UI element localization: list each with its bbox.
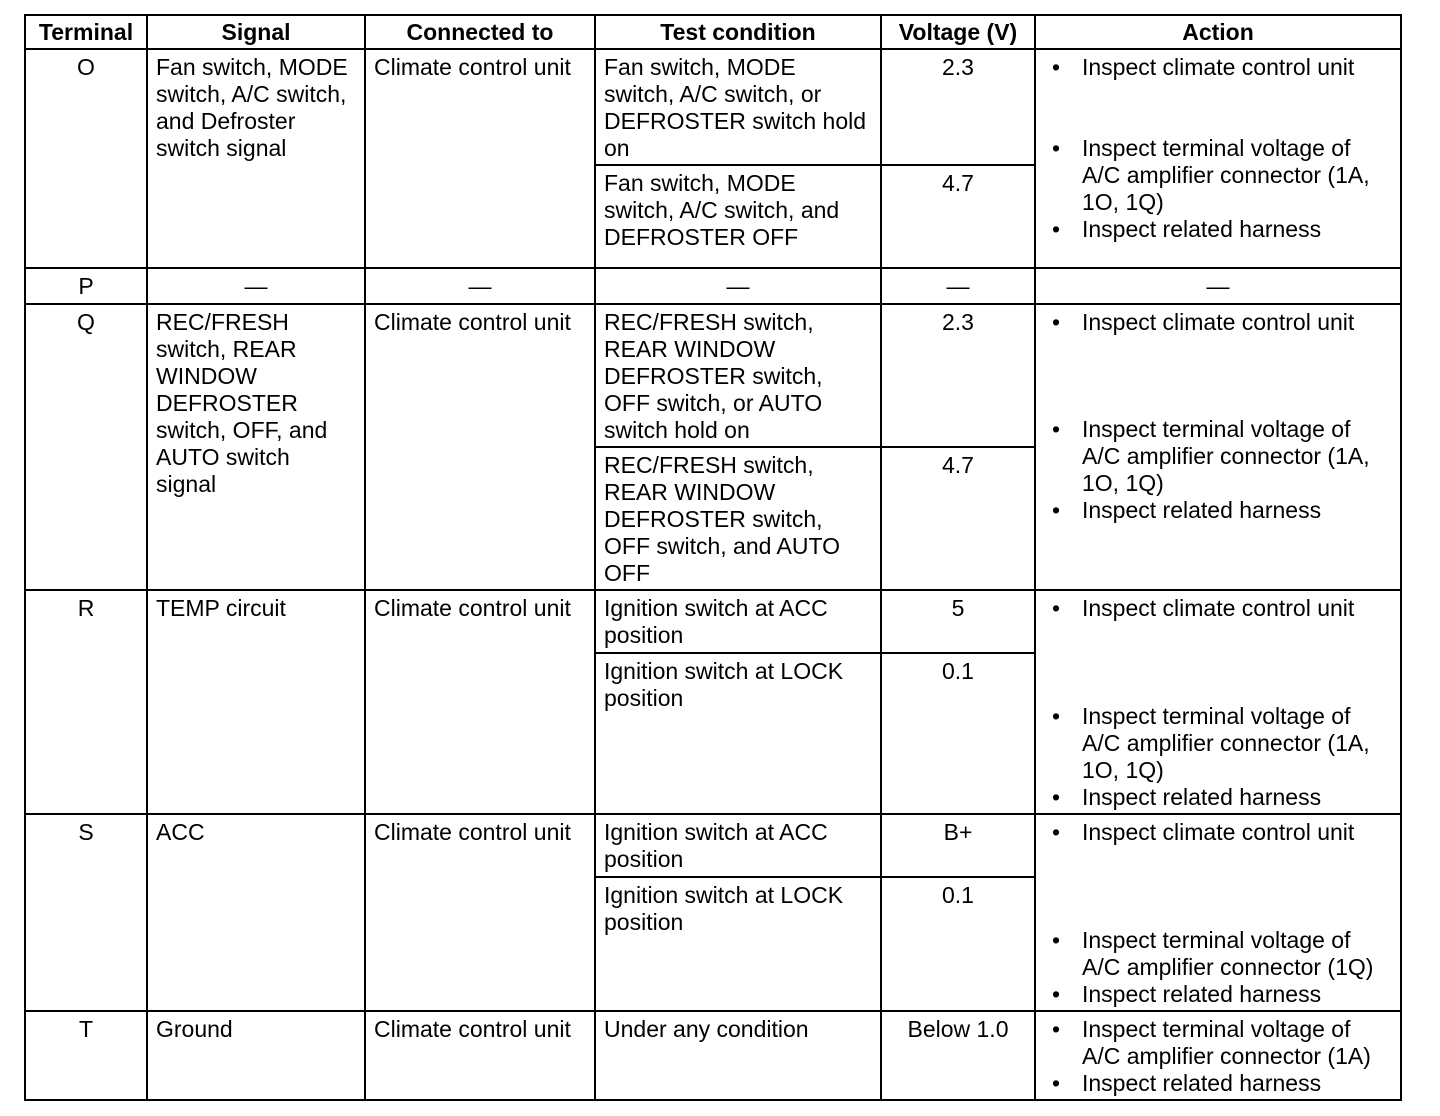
connected-to-cell: Climate control unit	[365, 590, 595, 814]
action-list	[1044, 54, 1392, 243]
test-condition-cell: Ignition switch at LOCK position	[595, 653, 881, 814]
table-row-t	[25, 1011, 1401, 1100]
test-condition-cell: Ignition switch at LOCK position	[595, 877, 881, 1011]
voltage-cell: 5	[881, 590, 1035, 653]
action-item: • Inspect climate control unit	[1044, 54, 1392, 81]
action-item: • Inspect related harness	[1044, 981, 1392, 1008]
voltage-cell: B+	[881, 814, 1035, 877]
action-item: • Inspect terminal voltage of A/C amplifier connector (1A)	[1044, 1016, 1392, 1070]
signal-cell: Fan switch, MODE switch, A/C switch, and Defroster switch signal	[147, 49, 365, 268]
terminal-cell: S	[25, 814, 147, 1011]
signal-cell: Ground	[147, 1011, 365, 1100]
test-condition-cell: Under any condition	[595, 1011, 881, 1100]
table-row-o	[25, 49, 1401, 165]
connected-to-cell: —	[365, 268, 595, 304]
action-list	[1044, 595, 1392, 811]
action-item: • Inspect related harness	[1044, 216, 1392, 243]
signal-cell: ACC	[147, 814, 365, 1011]
signal-cell: TEMP circuit	[147, 590, 365, 814]
header-test-condition: Test condition	[595, 15, 881, 49]
header-row	[25, 15, 1401, 49]
header-action: Action	[1035, 15, 1401, 49]
table-row-p	[25, 268, 1401, 304]
terminal-cell: P	[25, 268, 147, 304]
test-condition-cell: Fan switch, MODE switch, A/C switch, or DEFROSTER switch hold on	[595, 49, 881, 165]
action-cell	[1035, 590, 1401, 814]
voltage-cell: 0.1	[881, 653, 1035, 814]
header-voltage: Voltage (V)	[881, 15, 1035, 49]
connected-to-cell: Climate control unit	[365, 1011, 595, 1100]
voltage-cell: 2.3	[881, 304, 1035, 447]
test-condition-cell: Fan switch, MODE switch, A/C switch, and DEFROSTER OFF	[595, 165, 881, 268]
action-item: • Inspect terminal voltage of A/C amplifier connector (1A, 1O, 1Q)	[1044, 416, 1392, 497]
test-condition-cell: REC/FRESH switch, REAR WINDOW DEFROSTER switch, OFF switch, or AUTO switch hold on	[595, 304, 881, 447]
voltage-cell: 4.7	[881, 447, 1035, 590]
terminal-cell: Q	[25, 304, 147, 590]
header-connected-to: Connected to	[365, 15, 595, 49]
action-list	[1044, 309, 1392, 524]
action-item: • Inspect terminal voltage of A/C amplifier connector (1A, 1O, 1Q)	[1044, 135, 1392, 216]
voltage-cell: 0.1	[881, 877, 1035, 1011]
test-condition-cell: —	[595, 268, 881, 304]
table-row-q	[25, 304, 1401, 447]
action-cell	[1035, 1011, 1401, 1100]
action-item: • Inspect climate control unit	[1044, 819, 1392, 846]
voltage-cell: Below 1.0	[881, 1011, 1035, 1100]
action-item: • Inspect terminal voltage of A/C amplifier connector (1Q)	[1044, 927, 1392, 981]
table-row-s	[25, 814, 1401, 877]
test-condition-cell: REC/FRESH switch, REAR WINDOW DEFROSTER switch, OFF switch, and AUTO OFF	[595, 447, 881, 590]
action-cell	[1035, 49, 1401, 268]
document-page	[24, 14, 1402, 1101]
voltage-cell: 2.3	[881, 49, 1035, 165]
action-cell	[1035, 304, 1401, 590]
terminal-cell: R	[25, 590, 147, 814]
action-item: • Inspect climate control unit	[1044, 309, 1392, 336]
connected-to-cell: Climate control unit	[365, 304, 595, 590]
signal-cell: REC/FRESH switch, REAR WINDOW DEFROSTER switch, OFF, and AUTO switch signal	[147, 304, 365, 590]
connected-to-cell: Climate control unit	[365, 49, 595, 268]
action-item: • Inspect related harness	[1044, 497, 1392, 524]
action-list	[1044, 819, 1392, 1008]
test-condition-cell: Ignition switch at ACC position	[595, 590, 881, 653]
terminal-inspection-table	[24, 14, 1402, 1101]
header-terminal: Terminal	[25, 15, 147, 49]
signal-cell: —	[147, 268, 365, 304]
action-item: • Inspect related harness	[1044, 1070, 1392, 1097]
terminal-cell: O	[25, 49, 147, 268]
action-cell	[1035, 814, 1401, 1011]
voltage-cell: —	[881, 268, 1035, 304]
action-item: • Inspect terminal voltage of A/C amplifier connector (1A, 1O, 1Q)	[1044, 703, 1392, 784]
action-cell: —	[1035, 268, 1401, 304]
connected-to-cell: Climate control unit	[365, 814, 595, 1011]
action-list	[1044, 1016, 1392, 1097]
action-item: • Inspect climate control unit	[1044, 595, 1392, 622]
table-row-r	[25, 590, 1401, 653]
action-item: • Inspect related harness	[1044, 784, 1392, 811]
voltage-cell: 4.7	[881, 165, 1035, 268]
terminal-cell: T	[25, 1011, 147, 1100]
test-condition-cell: Ignition switch at ACC position	[595, 814, 881, 877]
header-signal: Signal	[147, 15, 365, 49]
